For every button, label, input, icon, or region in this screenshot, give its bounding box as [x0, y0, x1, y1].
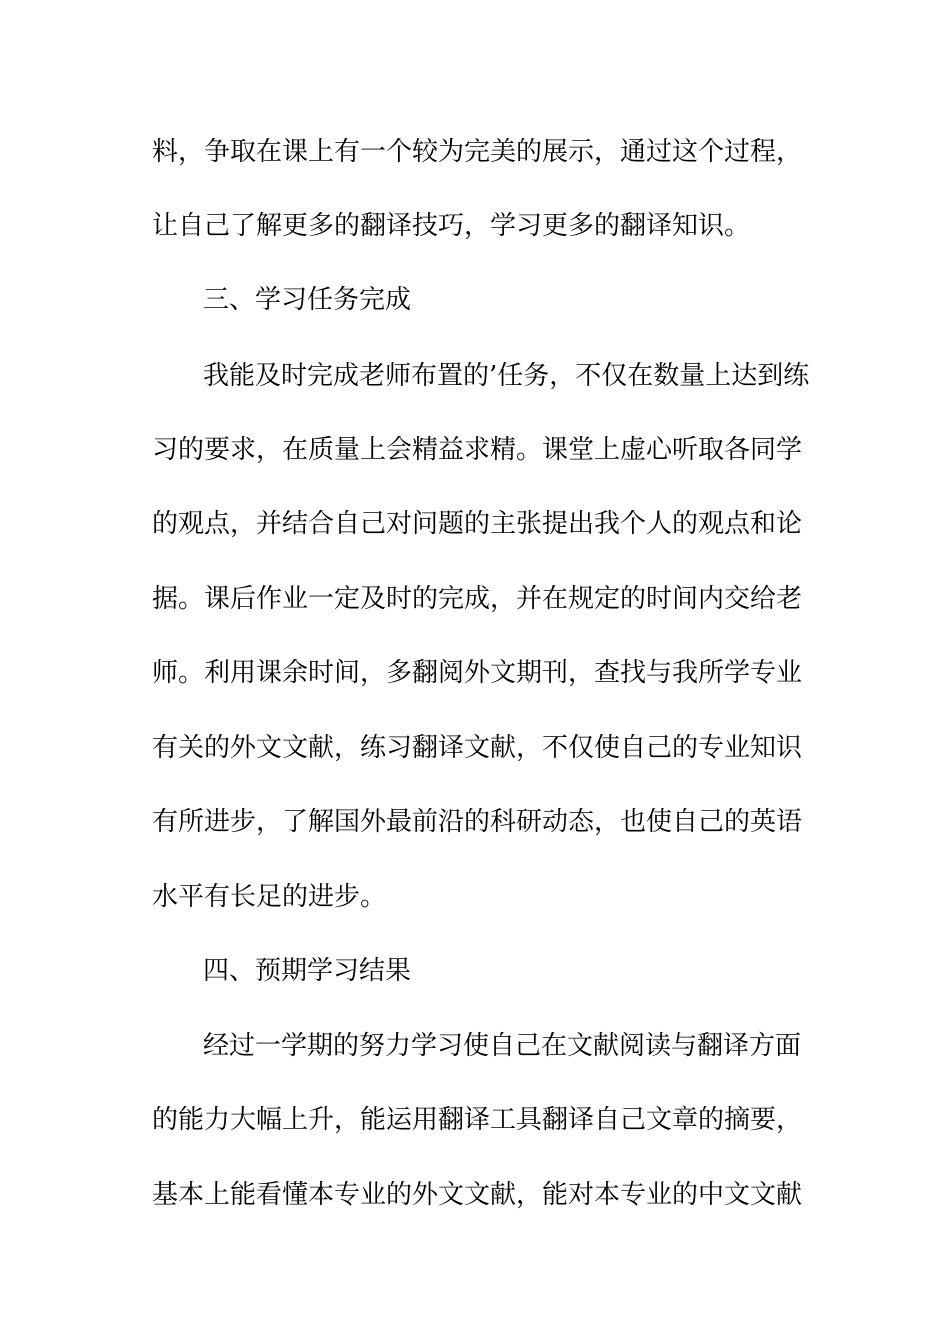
- text-line-7: 据。课后作业一定及时的完成，并在规定的时间内交给老: [152, 584, 803, 614]
- text-line-11: 水平有长足的进步。: [152, 882, 387, 912]
- text-line-5: 习的要求，在质量上会精益求精。课堂上虚心听取各同学: [152, 435, 803, 465]
- section-heading-3: 三、学习任务完成: [203, 285, 412, 315]
- text-line-9: 有关的外文文献，练习翻译文献，不仅使自己的专业知识: [152, 733, 803, 763]
- section-heading-4: 四、预期学习结果: [203, 956, 412, 986]
- text-line-2: 让自己了解更多的翻译技巧，学习更多的翻译知识。: [152, 211, 751, 241]
- text-line-8: 师。利用课余时间，多翻阅外文期刊，查找与我所学专业: [152, 658, 803, 688]
- text-line-15: 基本上能看懂本专业的外文文献，能对本专业的中文文献: [152, 1180, 803, 1210]
- text-line-1: 料，争取在课上有一个较为完美的展示，通过这个过程，: [152, 137, 803, 167]
- text-line-14: 的能力大幅上升，能运用翻译工具翻译自己文章的摘要，: [152, 1105, 803, 1135]
- text-line-6: 的观点，并结合自己对问题的主张提出我个人的观点和论: [152, 509, 803, 539]
- text-line-10: 有所进步，了解国外最前沿的科研动态，也使自己的英语: [152, 807, 803, 837]
- text-line-13: 经过一学期的努力学习使自己在文献阅读与翻译方面: [203, 1031, 802, 1061]
- text-line-4: 我能及时完成老师布置的’任务，不仅在数量上达到练: [203, 361, 810, 391]
